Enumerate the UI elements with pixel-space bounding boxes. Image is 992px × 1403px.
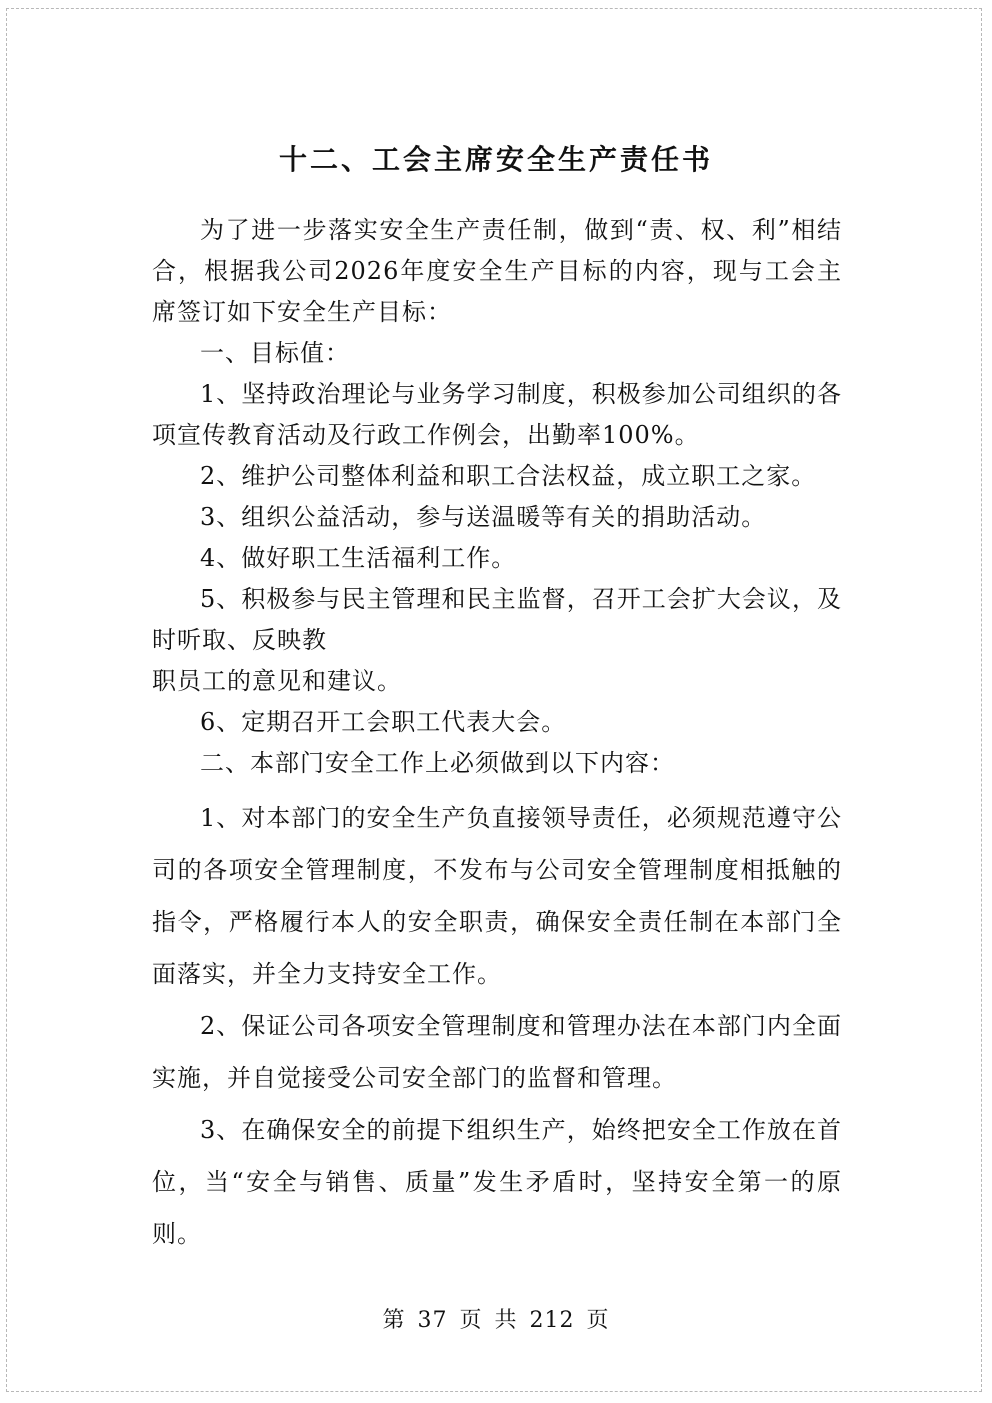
target-item-6: 6、定期召开工会职工代表大会。 xyxy=(200,708,567,736)
target-item-2: 2、维护公司整体利益和职工合法权益，成立职工之家。 xyxy=(200,462,817,490)
target-item-5-continuation: 职员工的意见和建议。 xyxy=(152,667,402,695)
document-title: 十二、工会主席安全生产责任书 xyxy=(278,143,713,176)
target-item-5: 5、积极参与民主管理和民主监督，召开工会扩大会议，及时听取、反映教 xyxy=(152,585,842,654)
section-heading-targets: 一、目标值： xyxy=(200,339,350,367)
target-item-1: 1、坚持政治理论与业务学习制度，积极参加公司组织的各项宣传教育活动及行政工作例会，出勤率100%。 xyxy=(152,380,842,449)
requirement-item-2: 2、保证公司各项安全管理制度和管理办法在本部门内全面实施，并自觉接受公司安全部门的监督和管理。 xyxy=(152,1012,842,1092)
document-body xyxy=(152,210,842,1260)
intro-paragraph: 为了进一步落实安全生产责任制，做到“责、权、利”相结合，根据我公司2026年度安全生产目标的内容，现与工会主席签订如下安全生产目标： xyxy=(152,216,842,326)
target-item-4: 4、做好职工生活福利工作。 xyxy=(200,544,517,572)
requirement-item-1: 1、对本部门的安全生产负直接领导责任，必须规范遵守公司的各项安全管理制度，不发布与公司安全管理制度相抵触的指令，严格履行本人的安全职责，确保安全责任制在本部门全面落实，并全力支持安全工作。 xyxy=(152,804,842,988)
page-number-footer: 第 37 页 共 212 页 xyxy=(382,1308,610,1333)
requirement-item-3: 3、在确保安全的前提下组织生产，始终把安全工作放在首位，当“安全与销售、质量”发生矛盾时，坚持安全第一的原则。 xyxy=(152,1116,842,1248)
target-item-3: 3、组织公益活动，参与送温暖等有关的捐助活动。 xyxy=(200,503,767,531)
section-heading-requirements: 二、本部门安全工作上必须做到以下内容： xyxy=(200,749,675,777)
